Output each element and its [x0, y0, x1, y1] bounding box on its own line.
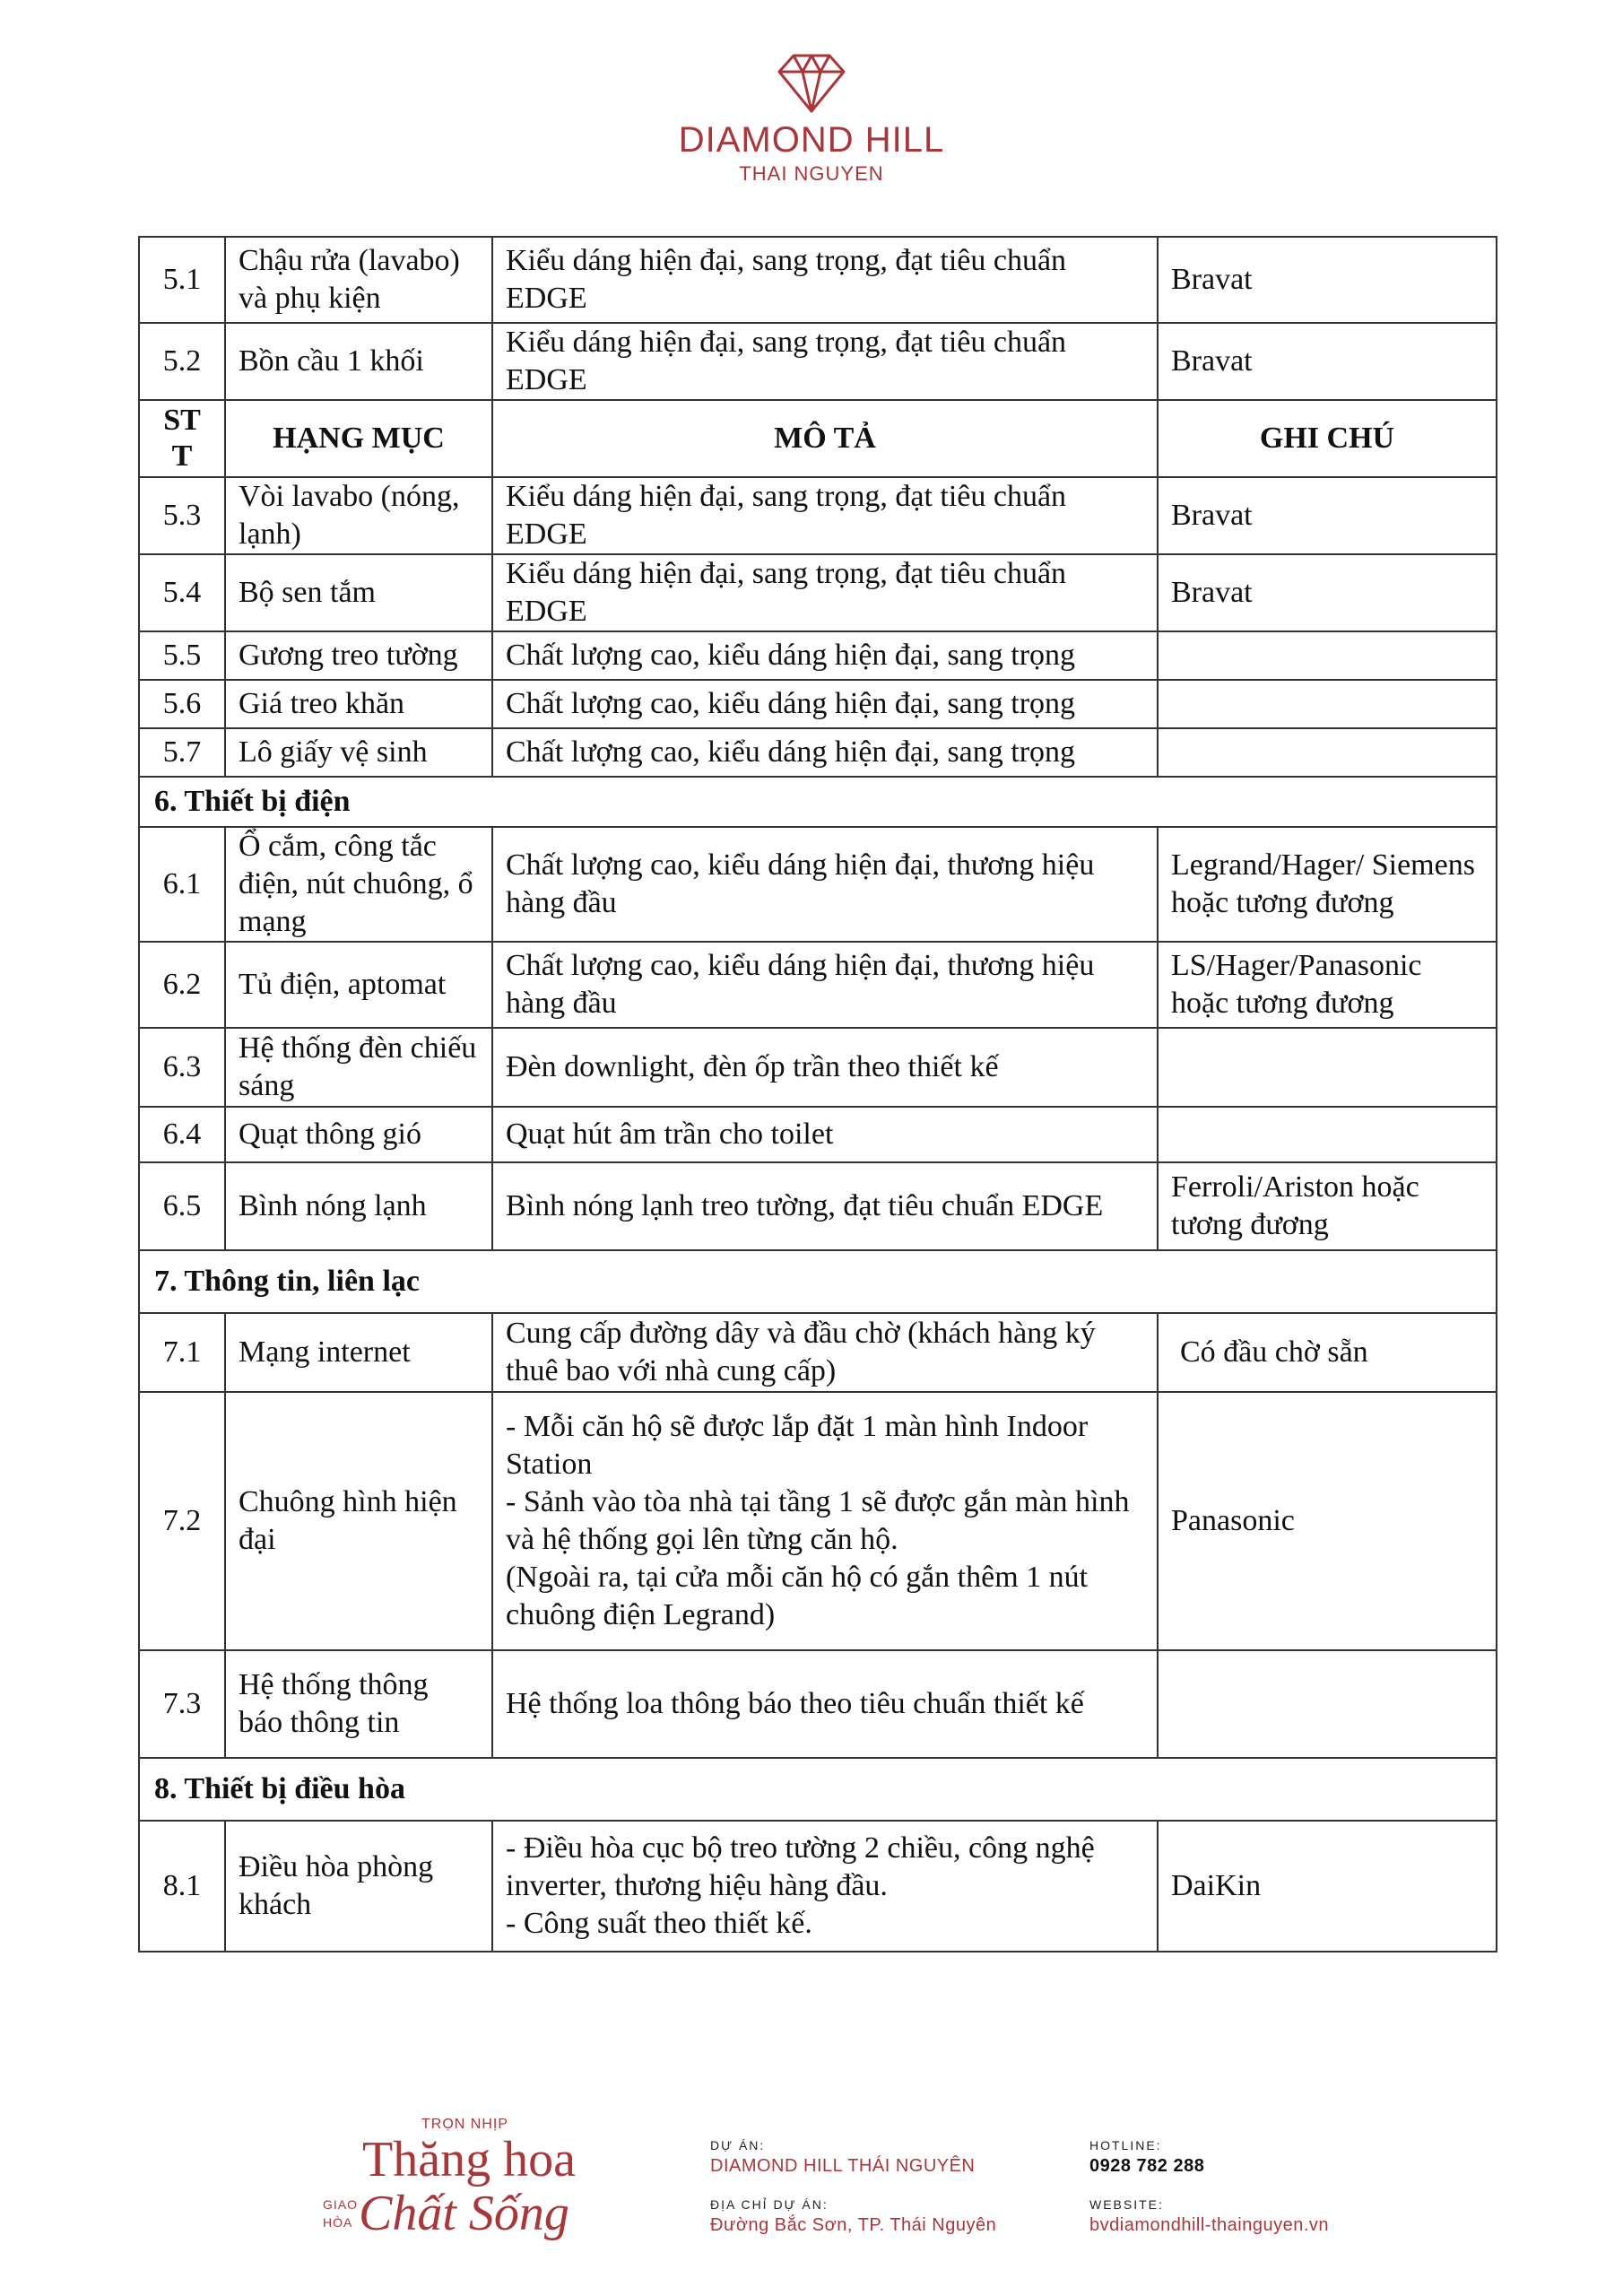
row-item: Chậu rửa (lavabo) và phụ kiện	[225, 237, 492, 323]
table-row	[139, 323, 1497, 400]
table-row	[139, 477, 1497, 554]
row-desc: Hệ thống loa thông báo theo tiêu chuẩn thiết kế	[492, 1650, 1158, 1758]
row-desc: Chất lượng cao, kiểu dáng hiện đại, sang trọng	[492, 728, 1158, 777]
row-note	[1158, 1650, 1497, 1758]
row-desc: Chất lượng cao, kiểu dáng hiện đại, thương hiệu hàng đầu	[492, 827, 1158, 942]
row-desc-line: (Ngoài ra, tại cửa mỗi căn hộ có gắn thêm 1 nút chuông điện Legrand)	[506, 1561, 1089, 1631]
row-note	[1158, 631, 1497, 680]
table-row	[139, 237, 1497, 323]
row-desc: Đèn downlight, đèn ốp trần theo thiết kế	[492, 1028, 1158, 1107]
row-note: Có đầu chờ sẵn	[1158, 1313, 1497, 1392]
row-note	[1158, 1028, 1497, 1107]
row-desc: Chất lượng cao, kiểu dáng hiện đại, thương hiệu hàng đầu	[492, 942, 1158, 1028]
row-note	[1158, 728, 1497, 777]
row-stt: 6.5	[139, 1162, 225, 1250]
row-stt: 5.6	[139, 680, 225, 728]
row-item: Chuông hình hiện đại	[225, 1392, 492, 1650]
row-desc: Quạt hút âm trần cho toilet	[492, 1107, 1158, 1162]
project-info	[710, 2138, 975, 2177]
table-row	[139, 1650, 1497, 1758]
row-item: Điều hòa phòng khách	[225, 1821, 492, 1952]
row-item: Vòi lavabo (nóng, lạnh)	[225, 477, 492, 554]
header-item: HẠNG MỤC	[225, 400, 492, 477]
row-desc-line: - Mỗi căn hộ sẽ được lắp đặt 1 màn hình Indoor Station	[506, 1410, 1089, 1481]
header-stt	[139, 400, 225, 477]
project-value: DIAMOND HILL THÁI NGUYÊN	[710, 2156, 976, 2176]
section-title: 8. Thiết bị điều hòa	[139, 1758, 1497, 1821]
row-desc: Chất lượng cao, kiểu dáng hiện đại, sang trọng	[492, 680, 1158, 728]
section-row	[139, 777, 1497, 827]
row-stt: 7.2	[139, 1392, 225, 1650]
row-desc: Kiểu dáng hiện đại, sang trọng, đạt tiêu chuẩn EDGE	[492, 477, 1158, 554]
row-item: Quạt thông gió	[225, 1107, 492, 1162]
address-value: Đường Bắc Sơn, TP. Thái Nguyên	[710, 2215, 997, 2235]
row-item: Gương treo tường	[225, 631, 492, 680]
row-desc: Kiểu dáng hiện đại, sang trọng, đạt tiêu chuẩn EDGE	[492, 237, 1158, 323]
table-row	[139, 1107, 1497, 1162]
header-stt-label: STT	[163, 403, 201, 473]
row-item: Bồn cầu 1 khối	[225, 323, 492, 400]
row-stt: 6.1	[139, 827, 225, 942]
row-item: Lô giấy vệ sinh	[225, 728, 492, 777]
table-row	[139, 680, 1497, 728]
address-info	[710, 2197, 996, 2236]
row-item: Giá treo khăn	[225, 680, 492, 728]
row-note: LS/Hager/Panasonic hoặc tương đương	[1158, 942, 1497, 1028]
brand-header	[0, 52, 1623, 186]
row-stt: 7.1	[139, 1313, 225, 1392]
slogan-line-2: Chất Sống	[359, 2186, 569, 2241]
table-row	[139, 631, 1497, 680]
project-label: DỰ ÁN:	[710, 2138, 766, 2152]
row-note	[1158, 1107, 1497, 1162]
row-item: Bình nóng lạnh	[225, 1162, 492, 1250]
row-stt: 6.2	[139, 942, 225, 1028]
section-row	[139, 1250, 1497, 1313]
row-desc	[492, 1392, 1158, 1650]
section-title: 7. Thông tin, liên lạc	[139, 1250, 1497, 1313]
row-desc-line: - Điều hòa cục bộ treo tường 2 chiều, công nghệ inverter, thương hiệu hàng đầu.	[506, 1831, 1095, 1902]
table-row	[139, 1392, 1497, 1650]
table-row	[139, 728, 1497, 777]
row-note: Ferroli/Ariston hoặc tương đương	[1158, 1162, 1497, 1250]
website-info	[1089, 2197, 1329, 2236]
table-row	[139, 1313, 1497, 1392]
header-desc: MÔ TẢ	[492, 400, 1158, 477]
table-header-row	[139, 400, 1497, 477]
table-row	[139, 1821, 1497, 1952]
section-row	[139, 1758, 1497, 1821]
hotline-label: HOTLINE:	[1089, 2138, 1162, 2152]
row-stt: 8.1	[139, 1821, 225, 1952]
row-stt: 7.3	[139, 1650, 225, 1758]
slogan	[323, 2117, 628, 2240]
row-item: Mạng internet	[225, 1313, 492, 1392]
footer	[0, 2099, 1623, 2278]
row-item: Hệ thống thông báo thông tin	[225, 1650, 492, 1758]
row-note	[1158, 680, 1497, 728]
row-stt: 5.7	[139, 728, 225, 777]
table-row	[139, 1028, 1497, 1107]
row-stt: 5.2	[139, 323, 225, 400]
table-row	[139, 942, 1497, 1028]
hotline-value[interactable]: 0928 782 288	[1089, 2156, 1205, 2176]
row-desc: Chất lượng cao, kiểu dáng hiện đại, sang trọng	[492, 631, 1158, 680]
row-note: Bravat	[1158, 554, 1497, 631]
row-desc: Cung cấp đường dây và đầu chờ (khách hàng ký thuê bao với nhà cung cấp)	[492, 1313, 1158, 1392]
slogan-line-1: Thăng hoa	[362, 2132, 576, 2187]
row-desc-line: - Sảnh vào tòa nhà tại tầng 1 sẽ được gắn màn hình và hệ thống gọi lên từng căn hộ.	[506, 1485, 1130, 1556]
row-stt: 5.4	[139, 554, 225, 631]
row-stt: 6.4	[139, 1107, 225, 1162]
row-stt: 6.3	[139, 1028, 225, 1107]
slogan-small: GIAO HÒA	[323, 2197, 359, 2230]
row-note: Bravat	[1158, 477, 1497, 554]
row-stt: 5.5	[139, 631, 225, 680]
slogan-top: TRỌN NHỊP	[421, 2117, 508, 2132]
row-item: Tủ điện, aptomat	[225, 942, 492, 1028]
row-item: Hệ thống đèn chiếu sáng	[225, 1028, 492, 1107]
brand-subtitle: THAI NGUYEN	[739, 162, 884, 185]
table-row	[139, 1162, 1497, 1250]
header-note: GHI CHÚ	[1158, 400, 1497, 477]
row-note: DaiKin	[1158, 1821, 1497, 1952]
website-link[interactable]: bvdiamondhill-thainguyen.vn	[1089, 2215, 1329, 2235]
brand-name: DIAMOND HILL	[678, 120, 945, 160]
row-desc: Kiểu dáng hiện đại, sang trọng, đạt tiêu chuẩn EDGE	[492, 323, 1158, 400]
slogan-line-2-wrap	[323, 2187, 628, 2240]
row-desc: Bình nóng lạnh treo tường, đạt tiêu chuẩn EDGE	[492, 1162, 1158, 1250]
row-desc-line: - Công suất theo thiết kế.	[506, 1907, 812, 1940]
row-note: Bravat	[1158, 323, 1497, 400]
row-desc	[492, 1821, 1158, 1952]
row-item: Ổ cắm, công tắc điện, nút chuông, ổ mạng	[225, 827, 492, 942]
row-item: Bộ sen tắm	[225, 554, 492, 631]
specification-table	[138, 236, 1497, 1952]
section-title: 6. Thiết bị điện	[139, 777, 1497, 827]
table-row	[139, 554, 1497, 631]
address-label: ĐỊA CHỈ DỰ ÁN:	[710, 2197, 829, 2212]
diamond-logo-icon	[774, 52, 849, 115]
table-row	[139, 827, 1497, 942]
row-note: Panasonic	[1158, 1392, 1497, 1650]
hotline-info	[1089, 2138, 1204, 2177]
row-stt: 5.3	[139, 477, 225, 554]
website-label: WEBSITE:	[1089, 2197, 1164, 2212]
row-note: Legrand/Hager/ Siemens hoặc tương đương	[1158, 827, 1497, 942]
row-desc: Kiểu dáng hiện đại, sang trọng, đạt tiêu chuẩn EDGE	[492, 554, 1158, 631]
row-note: Bravat	[1158, 237, 1497, 323]
row-stt: 5.1	[139, 237, 225, 323]
